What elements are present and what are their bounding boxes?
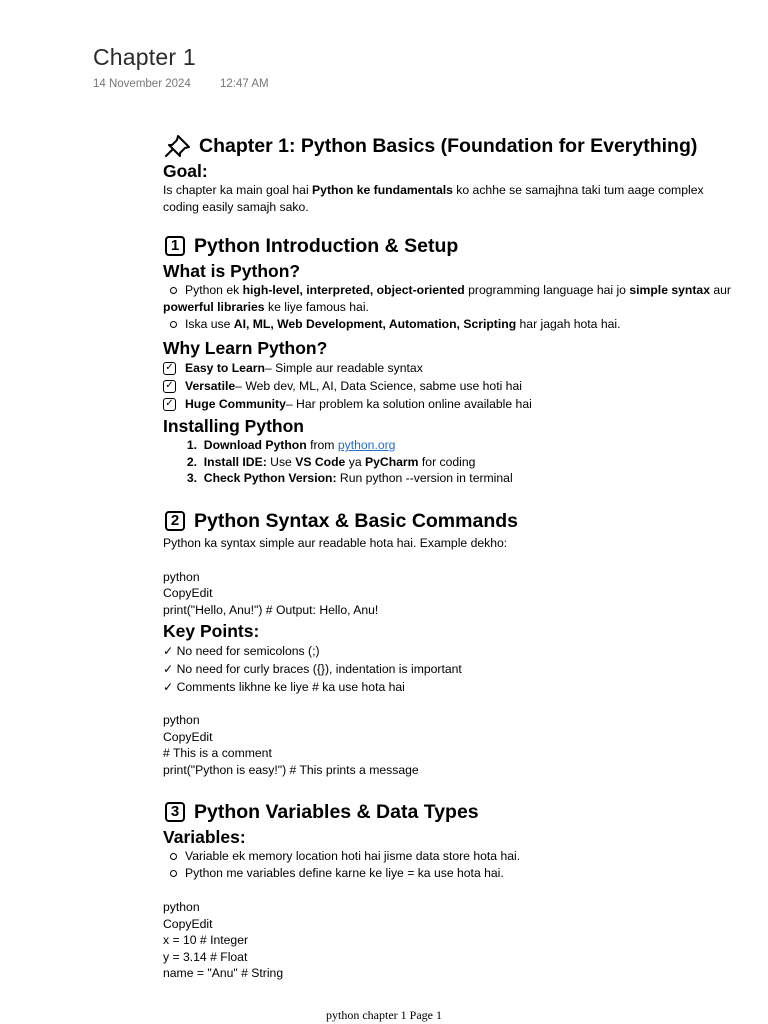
goal-text-bold: Python ke fundamentals [312,183,453,197]
goal-text-part: Is chapter ka main goal hai [163,183,313,197]
goal-heading: Goal: [163,161,208,181]
list-item-text: har jagah hota hai. [516,317,621,331]
section-3-heading-text: Python Variables & Data Types [194,801,479,823]
list-item-text: from [306,438,338,452]
number-1-icon: 1 [165,236,185,256]
section-1-heading [163,232,763,260]
list-item-text: ke liye famous hai. [264,300,369,314]
list-item-text: for coding [418,454,476,469]
section-3-heading [163,798,763,826]
checklist-item [163,377,763,395]
copy-edit-label[interactable]: CopyEdit [163,729,213,744]
checklist-item-bold: Huge Community [185,397,286,411]
list-item-bold: Install IDE: [203,454,267,469]
code-line: x = 10 # Integer [163,933,249,947]
list-item-bold: AI, ML, Web Development, Automation, Scripting [233,317,517,331]
checklist-item-text: – Har problem ka solution online available hai [285,397,532,411]
list-item-text [197,454,475,471]
copy-edit-label[interactable]: CopyEdit [163,586,213,600]
page-meta [93,78,269,90]
code-line: # This is a comment [163,746,272,760]
code-line: y = 3.14 # Float [163,949,248,964]
list-item-text [197,470,513,487]
list-item [163,282,768,299]
page-title: Chapter 1 [93,44,196,70]
list-item-bold: Check Python Version: [203,471,337,485]
list-item-text: Iska use [185,317,234,331]
checkbox-checked-icon: ✓ [163,380,176,393]
key-point: ✓ Comments likhne ke liye # ka use hota hai [163,680,405,694]
goal-text [163,182,763,199]
key-point: ✓ No need for semicolons (;) [163,644,320,658]
chapter-heading [163,132,763,160]
code-line: python [163,900,200,914]
list-item [163,454,763,471]
install-steps-list [163,437,763,487]
goal-text-line2: coding easily samajh sako. [163,200,309,214]
list-item-bold: VS Code [295,454,346,469]
code-line: python [163,569,200,584]
list-item [163,316,763,333]
code-line: print("Hello, Anu!") # Output: Hello, Anu! [163,602,379,617]
list-item-text: Python ek [185,283,243,297]
section-1-heading-text: Python Introduction & Setup [194,235,459,257]
list-item-text: programming language hai jo [464,283,630,297]
chapter-heading-text: Chapter 1: Python Basics (Foundation for Everything) [199,135,698,157]
code-block [163,712,763,778]
list-item-bold: powerful libraries [163,300,265,314]
note-content [163,132,763,982]
syntax-intro: Python ka syntax simple aur readable hota hai. Example dekho: [163,535,508,550]
list-item: Variable ek memory location hoti hai jisme data store hota hai. [163,848,763,865]
list-item-text: aur [709,283,731,297]
page-footer: python chapter 1 Page 1 [326,1008,442,1022]
key-point: ✓ No need for curly braces ({}), indentation is important [163,662,462,676]
page-date: 14 November 2024 [93,78,191,90]
list-item [163,437,763,454]
code-line: name = "Anu" # String [163,966,284,980]
list-number: 2. [186,454,197,469]
list-item-text: ya [345,454,365,469]
code-line: print("Python is easy!") # This prints a message [163,762,419,777]
list-number: 3. [186,471,197,485]
code-block [163,569,763,619]
list-number: 1. [186,438,197,452]
list-item-text [197,437,395,454]
key-points-list [163,642,763,696]
goal-text-part: ko achhe se samajhna taki tum aage complex [452,183,704,197]
code-line: python [163,713,200,727]
section-2-heading [163,507,763,535]
checklist-item-bold: Easy to Learn [185,361,265,375]
what-is-python-list-2 [163,316,763,333]
list-item-bold: high-level, interpreted, object-oriented [242,283,465,297]
checklist-item-text: – Web dev, ML, AI, Data Science, sabme use hoti hai [235,379,522,393]
list-item: Python me variables define karne ke liye = ka use hota hai. [163,865,763,882]
variables-list [163,848,763,882]
checkbox-checked-icon: ✓ [163,362,176,375]
list-item-bold: PyCharm [365,454,419,469]
what-is-python-heading: What is Python? [163,261,301,281]
what-is-python-list [163,282,763,299]
code-block [163,899,763,982]
why-learn-list [163,359,763,413]
copy-edit-label[interactable]: CopyEdit [163,916,213,931]
number-2-icon: 2 [165,511,185,531]
python-org-link[interactable]: python.org [337,438,396,452]
list-item-text: Use [266,454,296,469]
list-item-continuation [163,299,763,316]
variables-heading: Variables: [163,827,246,847]
checklist-item [163,395,763,413]
installing-python-heading: Installing Python [163,416,304,436]
pushpin-icon [163,134,191,158]
key-points-heading: Key Points: [163,621,260,641]
list-item [163,470,763,487]
checklist-item-bold: Versatile [185,379,236,393]
checkbox-checked-icon: ✓ [163,398,176,411]
list-item-bold: simple syntax [629,283,710,297]
checklist-item-text: – Simple aur readable syntax [264,361,423,375]
checklist-item [163,359,763,377]
number-3-icon: 3 [165,802,185,822]
page-time: 12:47 AM [220,78,269,90]
why-learn-heading: Why Learn Python? [163,338,328,358]
section-2-heading-text: Python Syntax & Basic Commands [194,509,518,532]
list-item-text: Run python --version in terminal [336,471,513,485]
list-item-bold: Download Python [203,438,307,452]
